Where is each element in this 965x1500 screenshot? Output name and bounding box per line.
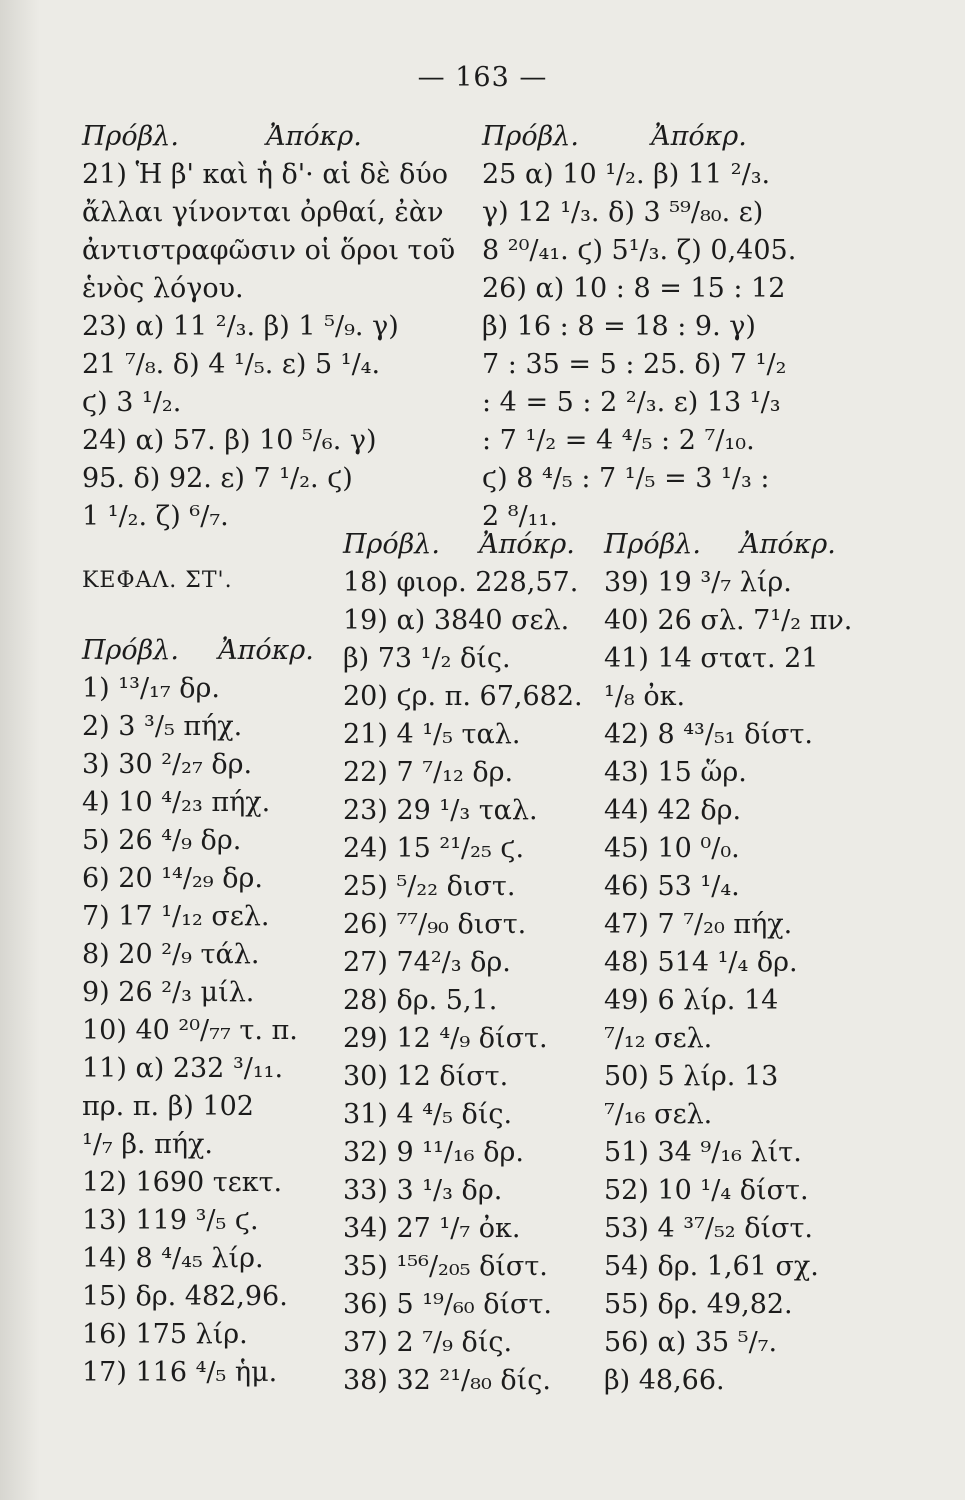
- answer-line: 53) 4 ³⁷/₅₂ δίστ.: [604, 1213, 813, 1244]
- answer-line: 22) 7 ⁷/₁₂ δρ.: [343, 757, 514, 788]
- answer-line: 55) δρ. 49,82.: [604, 1289, 793, 1320]
- answer-line: 32) 9 ¹¹/₁₆ δρ.: [343, 1137, 524, 1168]
- header-answer: Ἀπόκρ.: [218, 635, 314, 666]
- chapter-answers-column-3: [604, 526, 904, 1400]
- answer-line: 46) 53 ¹/₄.: [604, 871, 740, 902]
- answer-line: 16) 175 λίρ.: [82, 1319, 248, 1350]
- answer-line: 27) 74²/₃ δρ.: [343, 947, 511, 978]
- column-header: [343, 526, 603, 564]
- answer-line: 21) 4 ¹/₅ ταλ.: [343, 719, 521, 750]
- answer-line: 45) 10 ⁰/₀.: [604, 833, 740, 864]
- answer-line: 25 α) 10 ¹/₂. β) 11 ²/₃.: [482, 159, 771, 190]
- answer-line: 23) 29 ¹/₃ ταλ.: [343, 795, 538, 826]
- answer-line: 31) 4 ⁴/₅ δίς.: [343, 1099, 513, 1130]
- answer-line: 15) δρ. 482,96.: [82, 1281, 288, 1312]
- answer-line: 51) 34 ⁹/₁₆ λίτ.: [604, 1137, 802, 1168]
- answer-line: γ) 12 ¹/₃. δ) 3 ⁵⁹/₈₀. ε): [482, 197, 764, 228]
- answer-line: 11) α) 232 ³/₁₁.: [82, 1053, 284, 1084]
- top-right-answers: [482, 118, 902, 536]
- answer-line: 29) 12 ⁴/₉ δίστ.: [343, 1023, 548, 1054]
- chapter-answers-column-1: [82, 562, 342, 1392]
- answer-line: 34) 27 ¹/₇ ὀκ.: [343, 1213, 521, 1244]
- answer-line: 8 ²⁰/₄₁. ϛ) 5¹/₃. ζ) 0,405.: [482, 235, 797, 266]
- answer-line: 50) 5 λίρ. 13: [604, 1061, 779, 1092]
- answer-line: 42) 8 ⁴³/₅₁ δίστ.: [604, 719, 813, 750]
- answer-line: 4) 10 ⁴/₂₃ πήχ.: [82, 787, 271, 818]
- answer-line: ¹/₈ ὀκ.: [604, 681, 686, 712]
- header-problem: Πρόβλ.: [604, 529, 701, 560]
- answer-line: 39) 19 ³/₇ λίρ.: [604, 567, 792, 598]
- answer-line: 44) 42 δρ.: [604, 795, 742, 826]
- answer-line: 17) 116 ⁴/₅ ἡμ.: [82, 1357, 278, 1388]
- answer-line: 24) α) 57. β) 10 ⁵/₆. γ): [82, 425, 377, 456]
- answer-line: ἄλλαι γίνονται ὀρθαί, ἐὰν: [82, 197, 444, 228]
- header-problem: Πρόβλ.: [343, 529, 440, 560]
- top-left-answers: [82, 118, 482, 536]
- answer-line: 3) 30 ²/₂₇ δρ.: [82, 749, 253, 780]
- answer-line: β) 16 : 8 = 18 : 9. γ): [482, 311, 756, 342]
- answer-line: 38) 32 ²¹/₈₀ δίς.: [343, 1365, 551, 1396]
- answer-line: 43) 15 ὥρ.: [604, 757, 747, 788]
- answer-line: 13) 119 ³/₅ ϛ.: [82, 1205, 259, 1236]
- answer-line: : 7 ¹/₂ = 4 ⁴/₅ : 2 ⁷/₁₀.: [482, 425, 755, 456]
- answer-line: 25) ⁵/₂₂ διστ.: [343, 871, 516, 902]
- header-problem: Πρόβλ.: [82, 121, 179, 152]
- answer-line: 37) 2 ⁷/₉ δίς.: [343, 1327, 513, 1358]
- answer-line: 7 : 35 = 5 : 25. δ) 7 ¹/₂: [482, 349, 787, 380]
- answer-line: 95. δ) 92. ε) 7 ¹/₂. ϛ): [82, 463, 353, 494]
- page-number: — 163 —: [417, 62, 548, 93]
- answer-line: 52) 10 ¹/₄ δίστ.: [604, 1175, 809, 1206]
- answer-line: ἀντιστραφῶσιν οἱ ὅροι τοῦ: [82, 235, 456, 266]
- answer-line: 26) α) 10 : 8 = 15 : 12: [482, 273, 786, 304]
- answer-line: 19) α) 3840 σελ.: [343, 605, 570, 636]
- answer-line: ϛ) 3 ¹/₂.: [82, 387, 182, 418]
- answer-line: 23) α) 11 ²/₃. β) 1 ⁵/₉. γ): [82, 311, 399, 342]
- header-answer: Ἀπόκρ.: [740, 529, 836, 560]
- answer-line: 5) 26 ⁴/₉ δρ.: [82, 825, 242, 856]
- chapter-heading: ΚΕΦΑΛ. ΣΤ'.: [82, 568, 233, 593]
- answer-line: ¹/₇ β. πήχ.: [82, 1129, 213, 1160]
- answer-line: 56) α) 35 ⁵/₇.: [604, 1327, 778, 1358]
- answer-line: 47) 7 ⁷/₂₀ πήχ.: [604, 909, 793, 940]
- answer-line: β) 73 ¹/₂ δίς.: [343, 643, 511, 674]
- header-problem: Πρόβλ.: [82, 635, 179, 666]
- answer-line: 30) 12 δίστ.: [343, 1061, 509, 1092]
- answer-line: 1) ¹³/₁₇ δρ.: [82, 673, 220, 704]
- column-header: [604, 526, 904, 564]
- answer-line: β) 48,66.: [604, 1365, 725, 1396]
- answer-line: 36) 5 ¹⁹/₆₀ δίστ.: [343, 1289, 552, 1320]
- answer-line: 9) 26 ²/₃ μίλ.: [82, 977, 255, 1008]
- answer-line: 33) 3 ¹/₃ δρ.: [343, 1175, 503, 1206]
- answer-line: 40) 26 σλ. 7¹/₂ πν.: [604, 605, 853, 636]
- answer-line: 8) 20 ²/₉ τάλ.: [82, 939, 260, 970]
- answer-line: 12) 1690 τεκτ.: [82, 1167, 283, 1198]
- header-answer: Ἀπόκρ.: [266, 121, 362, 152]
- answer-line: 2) 3 ³/₅ πήχ.: [82, 711, 243, 742]
- answer-line: 28) δρ. 5,1.: [343, 985, 498, 1016]
- answer-line: 20) ϛρ. π. 67,682.: [343, 681, 583, 712]
- answer-line: πρ. π. β) 102: [82, 1091, 254, 1122]
- column-header: [82, 632, 342, 670]
- answer-line: 49) 6 λίρ. 14: [604, 985, 779, 1016]
- header-answer: Ἀπόκρ.: [479, 529, 575, 560]
- answer-line: 18) φιορ. 228,57.: [343, 567, 579, 598]
- answer-line: 48) 514 ¹/₄ δρ.: [604, 947, 798, 978]
- answer-line: 24) 15 ²¹/₂₅ ϛ.: [343, 833, 525, 864]
- answer-line: ϛ) 8 ⁴/₅ : 7 ¹/₅ = 3 ¹/₃ :: [482, 463, 770, 494]
- answer-line: 35) ¹⁵⁶/₂₀₅ δίστ.: [343, 1251, 548, 1282]
- column-header: [482, 118, 902, 156]
- answer-line: 10) 40 ²⁰/₇₇ τ. π.: [82, 1015, 298, 1046]
- answer-line: 54) δρ. 1,61 σχ.: [604, 1251, 819, 1282]
- answer-line: ἑνὸς λόγου.: [82, 273, 244, 304]
- answer-line: 21) Ἡ β' καὶ ἡ δ'· αἱ δὲ δύο: [82, 159, 448, 190]
- header-problem: Πρόβλ.: [482, 121, 579, 152]
- column-header: [82, 118, 482, 156]
- chapter-answers-column-2: [343, 526, 603, 1400]
- page-gutter-shadow: [0, 0, 40, 1500]
- answer-line: ⁷/₁₆ σελ.: [604, 1099, 713, 1130]
- answer-line: : 4 = 5 : 2 ²/₃. ε) 13 ¹/₃: [482, 387, 781, 418]
- answer-line: 41) 14 στατ. 21: [604, 643, 819, 674]
- answer-line: 26) ⁷⁷/₉₀ διστ.: [343, 909, 527, 940]
- answer-line: ⁷/₁₂ σελ.: [604, 1023, 713, 1054]
- answer-line: 14) 8 ⁴/₄₅ λίρ.: [82, 1243, 264, 1274]
- header-answer: Ἀπόκρ.: [651, 121, 747, 152]
- answer-line: 6) 20 ¹⁴/₂₉ δρ.: [82, 863, 263, 894]
- answer-line: 21 ⁷/₈. δ) 4 ¹/₅. ε) 5 ¹/₄.: [82, 349, 381, 380]
- answer-line: 7) 17 ¹/₁₂ σελ.: [82, 901, 270, 932]
- answer-line: 2 ⁸/₁₁.: [482, 501, 558, 532]
- answer-line: 1 ¹/₂. ζ) ⁶/₇.: [82, 501, 229, 532]
